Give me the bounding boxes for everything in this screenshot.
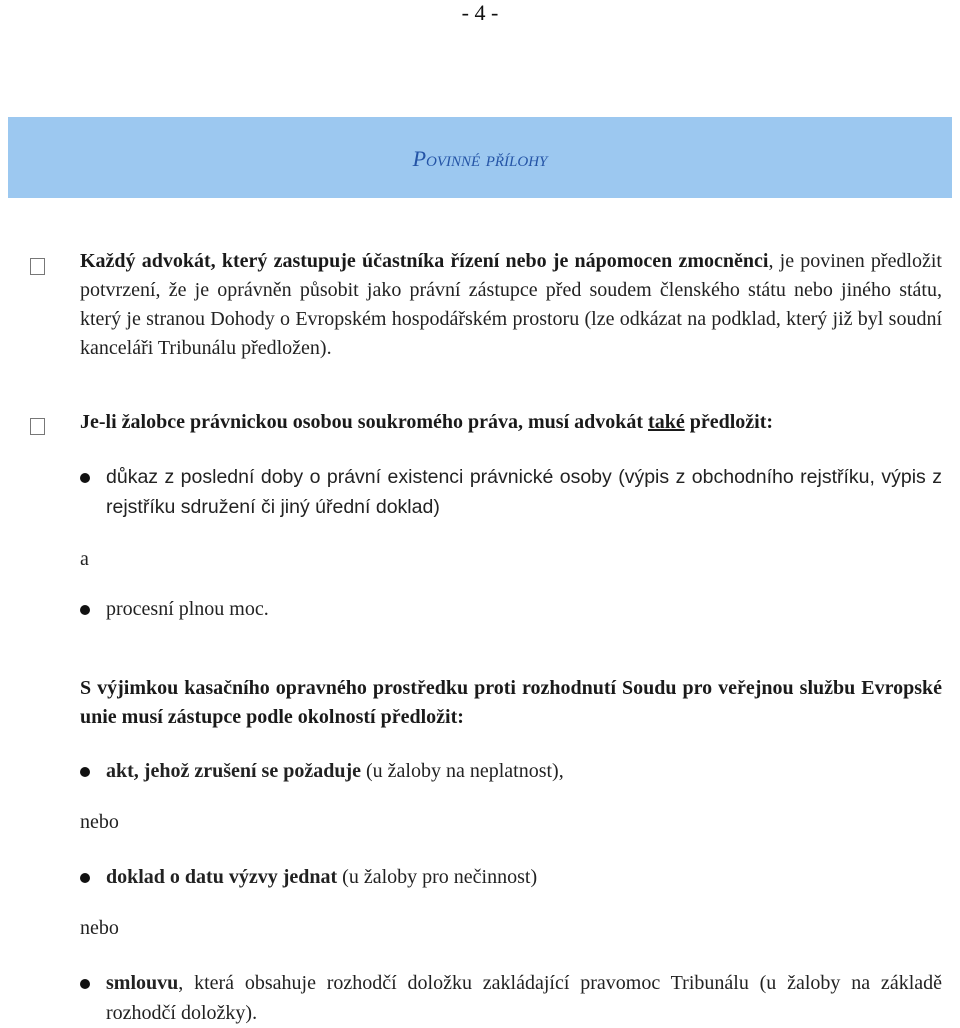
list-item-bold: smlouvu: [106, 972, 179, 994]
list-item-rest: (u žaloby pro nečinnost): [337, 866, 538, 888]
conjunction-or: nebo: [80, 917, 119, 939]
exceptions-heading-text: S výjimkou kasačního opravného prostředku proti rozhodnutí Soudu pro veřejnou službu Evropské unie musí zástupce podle okolností předložit:: [80, 677, 942, 728]
list-item-rest: (u žaloby na neplatnost),: [360, 760, 564, 782]
paragraph-rest: , je povinen předložit potvrzení, že je oprávněn působit jako právní zástupce před soudem členského státu nebo jiného státu, který je stranou Dohody o Evropském hospodářském prostoru (lze odkázat na podklad, který již byl soudní kanceláři Tribunálu předložen).: [80, 250, 942, 359]
bullet-icon: [80, 873, 90, 883]
empty-checkbox-icon[interactable]: [30, 258, 45, 275]
heading-part-2: předložit:: [684, 411, 774, 433]
list-item: [106, 862, 942, 892]
bullet-icon: [80, 473, 90, 483]
list-item: [106, 756, 942, 786]
conjunction-or: nebo: [80, 811, 119, 833]
paragraph-advocate-certificate: [80, 247, 942, 363]
banner-title: Povinné přílohy: [412, 146, 548, 171]
paragraph-exceptions-heading: [80, 674, 942, 732]
list-item: [106, 968, 942, 1028]
bullet-icon: [80, 767, 90, 777]
paragraph-legal-person-heading: [80, 408, 942, 437]
heading-part-1: Je-li žalobce právnickou osobou soukromého práva, musí advokát: [80, 411, 649, 433]
bullet-icon: [80, 605, 90, 615]
list-item-rest: , která obsahuje rozhodčí doložku zakládající pravomoc Tribunálu (u žaloby na základě rozhodčí doložky).: [106, 972, 942, 1024]
list-item: procesní plnou moc.: [106, 598, 269, 620]
paragraph-bold-lead: Každý advokát, který zastupuje účastníka řízení nebo je nápomocen zmocněnci: [80, 250, 769, 272]
list-item: důkaz z poslední doby o právní existenci právnické osoby (výpis z obchodního rejstříku, výpis z rejstříku sdružení či jiný úřední doklad): [106, 466, 942, 518]
list-item-bold: doklad o datu výzvy jednat: [106, 866, 338, 888]
list-item-bold: akt, jehož zrušení se požaduje: [106, 760, 361, 782]
page-number: - 4 -: [461, 0, 499, 25]
conjunction-and: a: [80, 548, 89, 570]
empty-checkbox-icon[interactable]: [30, 418, 45, 435]
heading-underlined-word: také: [648, 411, 685, 433]
bullet-icon: [80, 979, 90, 989]
